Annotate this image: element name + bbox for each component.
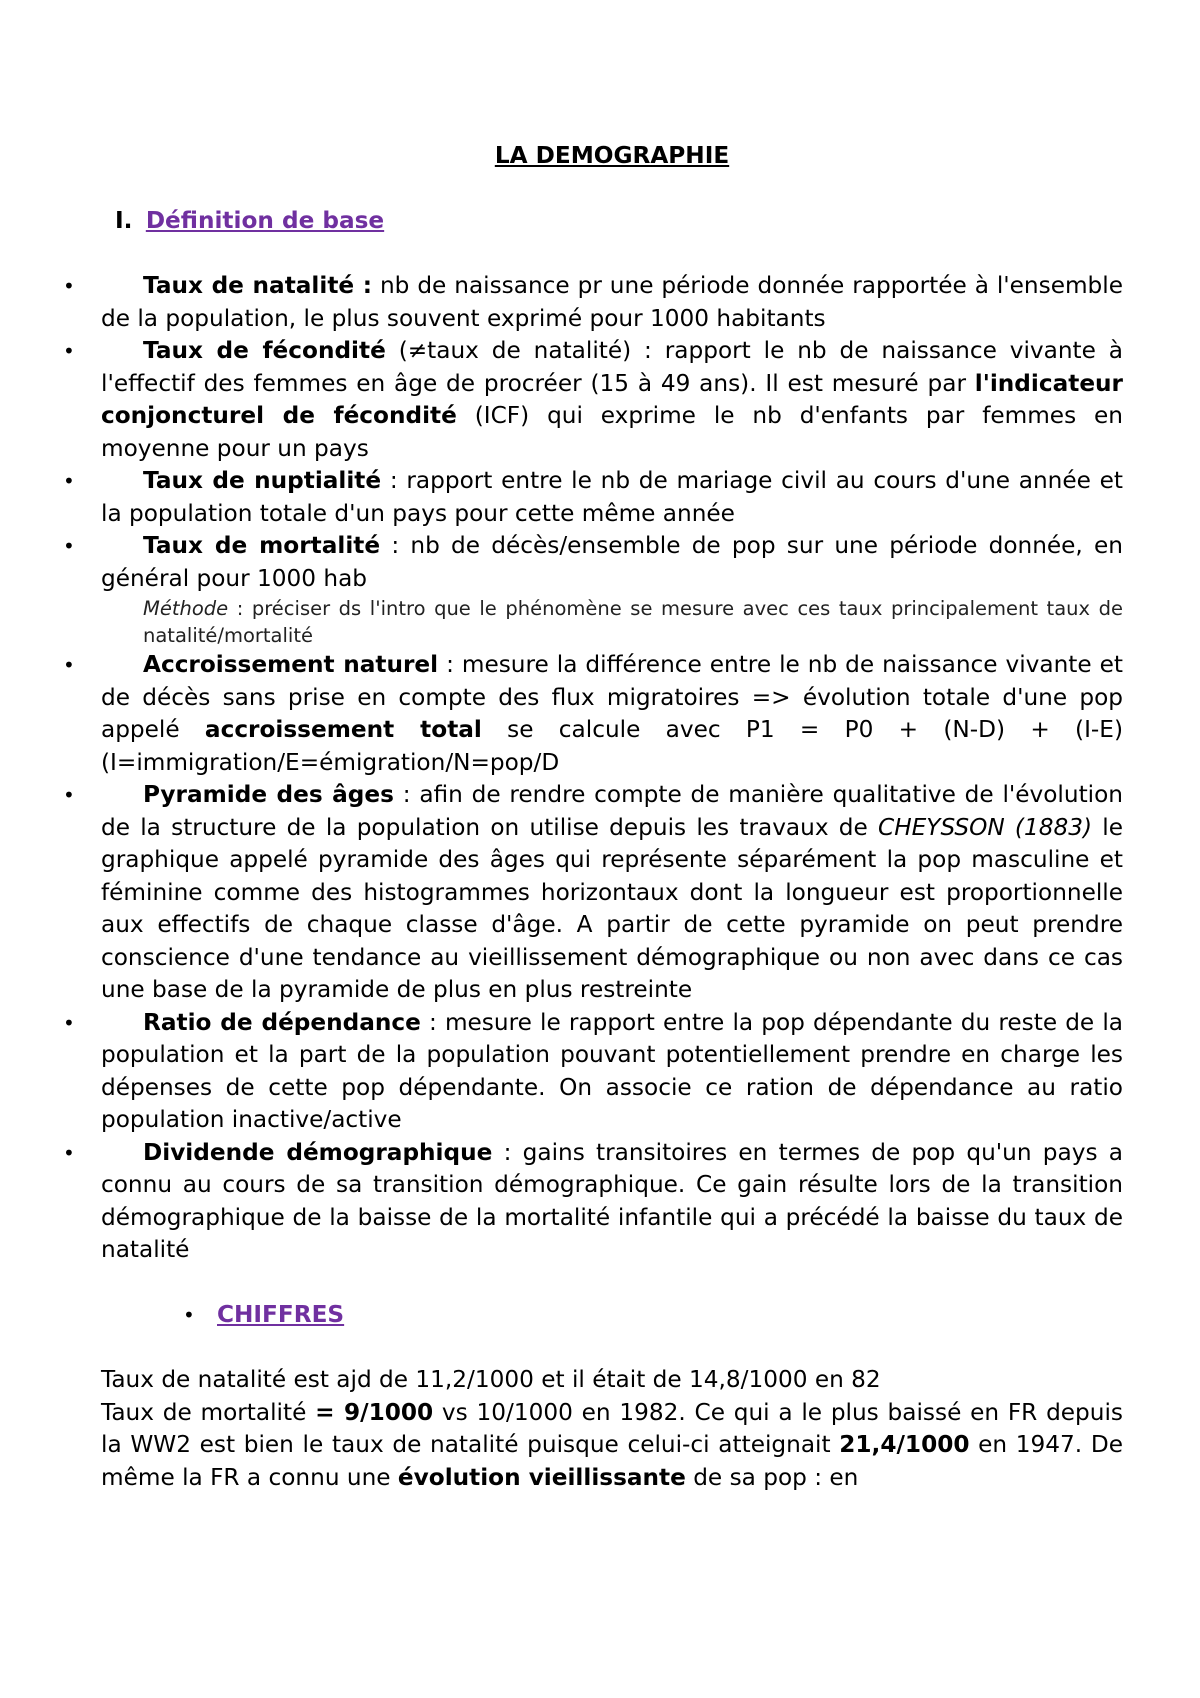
list-item: [63, 1137, 1123, 1267]
term: Accroissement naturel: [143, 651, 439, 678]
bold-phrase: accroissement total: [204, 716, 482, 743]
definition-list: [63, 270, 1123, 1267]
bullet-icon: •: [63, 469, 75, 493]
bullet-icon: •: [63, 783, 75, 807]
document-body: [63, 140, 1123, 1494]
definition-text: : nb de décès/ensemble de pop sur une période donnée, en général pour 1000 hab: [101, 532, 1123, 592]
list-item: [63, 335, 1123, 465]
bullet-icon: •: [183, 1303, 195, 1327]
text-run: vs 10/1000 en 1982. Ce qui a le plus baissé en FR depuis la WW2 est bien le taux de natalité puisque celui-ci atteignait: [101, 1398, 1123, 1458]
section-heading: [115, 205, 1123, 238]
list-item: [63, 270, 1123, 335]
definition-text: nb de naissance pr une période donnée rapportée à l'ensemble de la population, le plus souvent exprimé pour 1000 habitants: [101, 272, 1123, 332]
bold-phrase: 21,4/1000: [839, 1431, 970, 1458]
paragraph-body: [101, 1397, 1123, 1495]
text-run: de sa pop : en: [685, 1463, 859, 1491]
bold-phrase: évolution vieillissante: [397, 1463, 686, 1491]
term: Taux de natalité :: [143, 272, 373, 299]
definition-text: (≠taux de natalité) : rapport le nb de naissance vivante à l'effectif des femmes en âge de procréer (15 à 49 ans). Il est mesuré par: [101, 337, 1123, 397]
definition-text: : gains transitoires en termes de pop qu'un pays a connu au cours de sa transition démographique. Ce gain résulte lors de la transition démographique de la baisse de la mortalité infantile qui a précédé la baisse du taux de natalité: [101, 1138, 1123, 1263]
term: Taux de mortalité: [143, 532, 381, 559]
term: Taux de fécondité: [143, 337, 386, 364]
bold-phrase: = 9/1000: [315, 1398, 434, 1426]
list-item: [63, 530, 1123, 649]
text-run: en 1947. De même la FR a connu une: [101, 1431, 1123, 1491]
definition-text: : mesure la différence entre le nb de naissance vivante et de décès sans prise en compte des flux migratoires => évolution totale d'une pop appelé: [101, 651, 1123, 743]
method-note: [143, 595, 1123, 649]
list-item: [63, 465, 1123, 530]
paragraph-line: Taux de natalité est ajd de 11,2/1000 et il était de 14,8/1000 en 82: [101, 1366, 881, 1393]
section-title: Définition de base: [145, 207, 385, 234]
note-text: : préciser ds l'intro que le phénomène se mesure avec ces taux principalement taux de natalité/mortalité: [143, 597, 1123, 647]
text-run: Taux de mortalité: [101, 1398, 316, 1426]
figures-paragraph: [101, 1364, 1123, 1494]
bullet-icon: •: [63, 1010, 75, 1035]
list-item: [63, 649, 1123, 779]
bold-phrase: l'indicateur conjoncturel de fécondité: [101, 369, 1123, 429]
italic-citation: CHEYSSON (1883): [878, 813, 1093, 841]
chiffres-heading: [183, 1299, 1123, 1332]
definition-text: (ICF) qui exprime le nb d'enfants par femmes en moyenne pour un pays: [101, 402, 1123, 462]
bullet-icon: •: [63, 653, 75, 677]
page-title: LA DEMOGRAPHIE: [494, 142, 730, 169]
term: Ratio de dépendance: [143, 1008, 421, 1036]
chiffres-title: CHIFFRES: [217, 1301, 345, 1328]
definition-text: : mesure le rapport entre la pop dépendante du reste de la population et la part de la population pouvant potentiellement prendre en charge les dépenses de cette pop dépendante. On associe ce ration de dépendance au ratio population inactive/active: [101, 1008, 1123, 1133]
term: Pyramide des âges: [143, 781, 394, 808]
bullet-icon: •: [63, 534, 75, 558]
list-item: [63, 1007, 1123, 1137]
definition-text: : rapport entre le nb de mariage civil au cours d'une année et la population totale d'un pays pour cette même année: [101, 467, 1123, 527]
bullet-icon: •: [63, 339, 75, 363]
bullet-icon: •: [63, 1140, 75, 1165]
term: Dividende démographique: [143, 1138, 493, 1166]
definition-text: se calcule avec P1 = P0 + (N-D) + (I-E) (I=immigration/E=émigration/N=pop/D: [101, 716, 1123, 776]
note-label: Méthode: [143, 597, 229, 620]
bullet-icon: •: [63, 274, 75, 298]
definition-text: le graphique appelé pyramide des âges qui représente séparément la pop masculine et féminine comme des histogrammes horizontaux dont la longueur est proportionnelle aux effectifs de chaque classe d'âge. A partir de cette pyramide on peut prendre conscience d'une tendance au vieillissement démographique ou non avec dans ce cas une base de la pyramide de plus en plus restreinte: [101, 813, 1123, 1003]
definition-text: : afin de rendre compte de manière qualitative de l'évolution de la structure de la population on utilise depuis les travaux de: [101, 781, 1123, 841]
section-number: I.: [115, 207, 133, 234]
list-item: [63, 779, 1123, 1007]
term: Taux de nuptialité: [143, 467, 382, 494]
